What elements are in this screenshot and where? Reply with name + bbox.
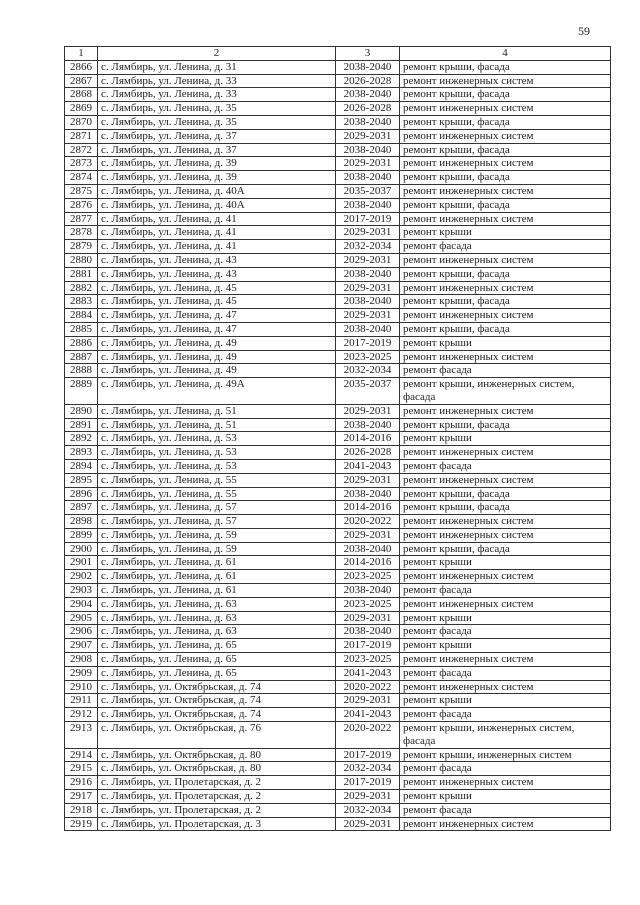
- row-work: ремонт крыши: [400, 639, 611, 653]
- table-row: [65, 542, 611, 556]
- row-years: 2023-2025: [336, 570, 400, 584]
- row-address: с. Лямбирь, ул. Ленина, д. 39: [98, 157, 336, 171]
- row-number: 2868: [65, 88, 98, 102]
- row-years: 2041-2043: [336, 708, 400, 722]
- row-work: ремонт инженерных систем: [400, 404, 611, 418]
- row-address: с. Лямбирь, ул. Ленина, д. 33: [98, 88, 336, 102]
- row-number: 2917: [65, 790, 98, 804]
- row-work: ремонт крыши, инженерных систем, фасада: [400, 378, 611, 405]
- row-years: 2029-2031: [336, 817, 400, 831]
- table-row: [65, 129, 611, 143]
- table-row: [65, 404, 611, 418]
- row-number: 2906: [65, 625, 98, 639]
- row-work: ремонт инженерных систем: [400, 515, 611, 529]
- row-work: ремонт крыши: [400, 226, 611, 240]
- row-years: 2038-2040: [336, 295, 400, 309]
- row-address: с. Лямбирь, ул. Пролетарская, д. 2: [98, 803, 336, 817]
- row-address: с. Лямбирь, ул. Ленина, д. 57: [98, 515, 336, 529]
- row-address: с. Лямбирь, ул. Ленина, д. 39: [98, 171, 336, 185]
- row-address: с. Лямбирь, ул. Октябрьская, д. 80: [98, 762, 336, 776]
- row-years: 2032-2034: [336, 240, 400, 254]
- row-address: с. Лямбирь, ул. Ленина, д. 43: [98, 253, 336, 267]
- table-row: [65, 74, 611, 88]
- table-row: [65, 473, 611, 487]
- row-address: с. Лямбирь, ул. Ленина, д. 61: [98, 570, 336, 584]
- row-work: ремонт крыши, фасада: [400, 542, 611, 556]
- table-row: [65, 722, 611, 749]
- table-row: [65, 143, 611, 157]
- row-number: 2911: [65, 694, 98, 708]
- row-number: 2898: [65, 515, 98, 529]
- row-work: ремонт крыши: [400, 432, 611, 446]
- row-work: ремонт крыши, фасада: [400, 88, 611, 102]
- row-address: с. Лямбирь, ул. Ленина, д. 59: [98, 528, 336, 542]
- row-number: 2905: [65, 611, 98, 625]
- row-work: ремонт крыши, фасада: [400, 171, 611, 185]
- row-number: 2902: [65, 570, 98, 584]
- row-number: 2910: [65, 680, 98, 694]
- row-years: 2038-2040: [336, 88, 400, 102]
- row-number: 2872: [65, 143, 98, 157]
- row-number: 2869: [65, 102, 98, 116]
- row-number: 2871: [65, 129, 98, 143]
- row-address: с. Лямбирь, ул. Ленина, д. 41: [98, 212, 336, 226]
- row-number: 2877: [65, 212, 98, 226]
- row-work: ремонт инженерных систем: [400, 350, 611, 364]
- row-years: 2017-2019: [336, 212, 400, 226]
- row-address: с. Лямбирь, ул. Ленина, д. 35: [98, 102, 336, 116]
- table-row: [65, 322, 611, 336]
- table-row: [65, 584, 611, 598]
- row-number: 2867: [65, 74, 98, 88]
- row-work: ремонт фасада: [400, 708, 611, 722]
- row-work: ремонт инженерных систем: [400, 680, 611, 694]
- row-address: с. Лямбирь, ул. Ленина, д. 53: [98, 459, 336, 473]
- row-number: 2904: [65, 597, 98, 611]
- table-row: [65, 597, 611, 611]
- row-address: с. Лямбирь, ул. Ленина, д. 37: [98, 129, 336, 143]
- row-address: с. Лямбирь, ул. Ленина, д. 65: [98, 639, 336, 653]
- table-row: [65, 184, 611, 198]
- table-row: [65, 556, 611, 570]
- row-work: ремонт крыши, фасада: [400, 295, 611, 309]
- row-work: ремонт фасада: [400, 459, 611, 473]
- row-work: ремонт инженерных систем: [400, 653, 611, 667]
- row-number: 2901: [65, 556, 98, 570]
- table-row: [65, 295, 611, 309]
- column-header-address: 2: [98, 47, 336, 61]
- row-address: с. Лямбирь, ул. Ленина, д. 35: [98, 115, 336, 129]
- row-address: с. Лямбирь, ул. Ленина, д. 61: [98, 556, 336, 570]
- table-row: [65, 267, 611, 281]
- row-work: ремонт инженерных систем: [400, 597, 611, 611]
- row-number: 2884: [65, 309, 98, 323]
- row-years: 2038-2040: [336, 418, 400, 432]
- row-address: с. Лямбирь, ул. Ленина, д. 53: [98, 446, 336, 460]
- row-address: с. Лямбирь, ул. Ленина, д. 47: [98, 322, 336, 336]
- row-number: 2903: [65, 584, 98, 598]
- row-number: 2886: [65, 336, 98, 350]
- row-years: 2038-2040: [336, 322, 400, 336]
- row-work: ремонт крыши: [400, 556, 611, 570]
- table-row: [65, 528, 611, 542]
- row-address: с. Лямбирь, ул. Октябрьская, д. 76: [98, 722, 336, 749]
- row-work: ремонт инженерных систем: [400, 473, 611, 487]
- page-number: 59: [578, 24, 590, 38]
- row-number: 2894: [65, 459, 98, 473]
- table-row: [65, 336, 611, 350]
- row-work: ремонт инженерных систем: [400, 309, 611, 323]
- row-work: ремонт крыши, фасада: [400, 60, 611, 74]
- row-years: 2041-2043: [336, 666, 400, 680]
- table-row: [65, 418, 611, 432]
- row-work: ремонт инженерных систем: [400, 570, 611, 584]
- row-number: 2895: [65, 473, 98, 487]
- row-address: с. Лямбирь, ул. Ленина, д. 49: [98, 364, 336, 378]
- row-years: 2023-2025: [336, 653, 400, 667]
- table-row: [65, 611, 611, 625]
- row-years: 2026-2028: [336, 446, 400, 460]
- table-row: [65, 446, 611, 460]
- row-years: 2026-2028: [336, 102, 400, 116]
- row-work: ремонт инженерных систем: [400, 817, 611, 831]
- row-address: с. Лямбирь, ул. Ленина, д. 53: [98, 432, 336, 446]
- row-number: 2909: [65, 666, 98, 680]
- row-address: с. Лямбирь, ул. Пролетарская, д. 3: [98, 817, 336, 831]
- row-number: 2873: [65, 157, 98, 171]
- row-number: 2918: [65, 803, 98, 817]
- row-number: 2874: [65, 171, 98, 185]
- row-address: с. Лямбирь, ул. Ленина, д. 31: [98, 60, 336, 74]
- row-work: ремонт инженерных систем: [400, 776, 611, 790]
- table-row: [65, 102, 611, 116]
- row-years: 2041-2043: [336, 459, 400, 473]
- row-number: 2870: [65, 115, 98, 129]
- row-number: 2878: [65, 226, 98, 240]
- row-number: 2914: [65, 748, 98, 762]
- row-work: ремонт фасада: [400, 625, 611, 639]
- row-years: 2038-2040: [336, 143, 400, 157]
- table-row: [65, 708, 611, 722]
- row-work: ремонт крыши, фасада: [400, 322, 611, 336]
- row-address: с. Лямбирь, ул. Ленина, д. 57: [98, 501, 336, 515]
- row-work: ремонт крыши, фасада: [400, 143, 611, 157]
- row-years: 2029-2031: [336, 611, 400, 625]
- row-years: 2014-2016: [336, 432, 400, 446]
- row-number: 2883: [65, 295, 98, 309]
- row-address: с. Лямбирь, ул. Пролетарская, д. 2: [98, 790, 336, 804]
- row-years: 2032-2034: [336, 762, 400, 776]
- table-row: [65, 803, 611, 817]
- row-work: ремонт фасада: [400, 762, 611, 776]
- table-row: [65, 639, 611, 653]
- table-row: [65, 515, 611, 529]
- row-address: с. Лямбирь, ул. Ленина, д. 43: [98, 267, 336, 281]
- repair-schedule-table: [64, 46, 611, 831]
- row-years: 2038-2040: [336, 542, 400, 556]
- row-work: ремонт крыши, инженерных систем: [400, 748, 611, 762]
- row-number: 2912: [65, 708, 98, 722]
- row-years: 2029-2031: [336, 473, 400, 487]
- table-row: [65, 666, 611, 680]
- row-years: 2020-2022: [336, 515, 400, 529]
- row-number: 2915: [65, 762, 98, 776]
- table-row: [65, 378, 611, 405]
- row-years: 2029-2031: [336, 129, 400, 143]
- row-work: ремонт фасада: [400, 240, 611, 254]
- table-row: [65, 570, 611, 584]
- table-row: [65, 309, 611, 323]
- row-work: ремонт инженерных систем: [400, 129, 611, 143]
- row-work: ремонт крыши, фасада: [400, 267, 611, 281]
- row-work: ремонт фасада: [400, 584, 611, 598]
- row-years: 2038-2040: [336, 60, 400, 74]
- row-address: с. Лямбирь, ул. Пролетарская, д. 2: [98, 776, 336, 790]
- table-row: [65, 459, 611, 473]
- row-number: 2913: [65, 722, 98, 749]
- row-years: 2029-2031: [336, 157, 400, 171]
- table-row: [65, 226, 611, 240]
- row-address: с. Лямбирь, ул. Ленина, д. 51: [98, 418, 336, 432]
- row-years: 2038-2040: [336, 584, 400, 598]
- row-work: ремонт крыши: [400, 790, 611, 804]
- row-years: 2035-2037: [336, 378, 400, 405]
- row-years: 2035-2037: [336, 184, 400, 198]
- table-row: [65, 762, 611, 776]
- row-number: 2891: [65, 418, 98, 432]
- row-work: ремонт фасада: [400, 364, 611, 378]
- table-header-row: [65, 47, 611, 61]
- table-row: [65, 680, 611, 694]
- row-work: ремонт инженерных систем: [400, 281, 611, 295]
- row-work: ремонт крыши: [400, 694, 611, 708]
- row-years: 2017-2019: [336, 639, 400, 653]
- row-address: с. Лямбирь, ул. Ленина, д. 41: [98, 226, 336, 240]
- row-work: ремонт инженерных систем: [400, 184, 611, 198]
- row-work: ремонт инженерных систем: [400, 74, 611, 88]
- row-work: ремонт инженерных систем: [400, 446, 611, 460]
- row-years: 2029-2031: [336, 528, 400, 542]
- table-row: [65, 253, 611, 267]
- row-address: с. Лямбирь, ул. Ленина, д. 63: [98, 597, 336, 611]
- row-address: с. Лямбирь, ул. Ленина, д. 45: [98, 281, 336, 295]
- row-years: 2014-2016: [336, 556, 400, 570]
- row-number: 2888: [65, 364, 98, 378]
- row-work: ремонт крыши, фасада: [400, 487, 611, 501]
- row-address: с. Лямбирь, ул. Ленина, д. 55: [98, 473, 336, 487]
- table-row: [65, 60, 611, 74]
- table-row: [65, 432, 611, 446]
- row-address: с. Лямбирь, ул. Октябрьская, д. 74: [98, 694, 336, 708]
- row-number: 2907: [65, 639, 98, 653]
- row-address: с. Лямбирь, ул. Ленина, д. 55: [98, 487, 336, 501]
- table-row: [65, 157, 611, 171]
- row-address: с. Лямбирь, ул. Ленина, д. 41: [98, 240, 336, 254]
- table-row: [65, 364, 611, 378]
- table-row: [65, 198, 611, 212]
- row-years: 2029-2031: [336, 253, 400, 267]
- table-row: [65, 625, 611, 639]
- row-number: 2889: [65, 378, 98, 405]
- row-work: ремонт крыши, фасада: [400, 501, 611, 515]
- row-years: 2029-2031: [336, 404, 400, 418]
- row-address: с. Лямбирь, ул. Октябрьская, д. 74: [98, 680, 336, 694]
- row-number: 2896: [65, 487, 98, 501]
- row-number: 2875: [65, 184, 98, 198]
- table-row: [65, 776, 611, 790]
- row-address: с. Лямбирь, ул. Ленина, д. 37: [98, 143, 336, 157]
- row-number: 2882: [65, 281, 98, 295]
- row-years: 2029-2031: [336, 309, 400, 323]
- row-number: 2866: [65, 60, 98, 74]
- row-work: ремонт крыши, фасада: [400, 198, 611, 212]
- table-row: [65, 88, 611, 102]
- table-row: [65, 212, 611, 226]
- row-years: 2023-2025: [336, 350, 400, 364]
- table-row: [65, 350, 611, 364]
- row-years: 2029-2031: [336, 694, 400, 708]
- row-years: 2020-2022: [336, 680, 400, 694]
- row-work: ремонт крыши, инженерных систем, фасада: [400, 722, 611, 749]
- row-work: ремонт инженерных систем: [400, 102, 611, 116]
- row-years: 2038-2040: [336, 625, 400, 639]
- row-number: 2892: [65, 432, 98, 446]
- column-header-years: 3: [336, 47, 400, 61]
- row-years: 2029-2031: [336, 790, 400, 804]
- row-address: с. Лямбирь, ул. Ленина, д. 49: [98, 350, 336, 364]
- row-years: 2026-2028: [336, 74, 400, 88]
- row-years: 2017-2019: [336, 776, 400, 790]
- row-number: 2899: [65, 528, 98, 542]
- row-address: с. Лямбирь, ул. Ленина, д. 40А: [98, 184, 336, 198]
- row-number: 2885: [65, 322, 98, 336]
- row-address: с. Лямбирь, ул. Ленина, д. 61: [98, 584, 336, 598]
- row-work: ремонт инженерных систем: [400, 253, 611, 267]
- table-row: [65, 171, 611, 185]
- column-header-number: 1: [65, 47, 98, 61]
- row-address: с. Лямбирь, ул. Ленина, д. 49А: [98, 378, 336, 405]
- row-number: 2876: [65, 198, 98, 212]
- row-work: ремонт инженерных систем: [400, 157, 611, 171]
- row-years: 2029-2031: [336, 226, 400, 240]
- row-years: 2038-2040: [336, 487, 400, 501]
- row-number: 2897: [65, 501, 98, 515]
- row-years: 2029-2031: [336, 281, 400, 295]
- row-work: ремонт крыши: [400, 336, 611, 350]
- row-years: 2032-2034: [336, 364, 400, 378]
- row-years: 2038-2040: [336, 267, 400, 281]
- table-row: [65, 748, 611, 762]
- row-address: с. Лямбирь, ул. Ленина, д. 59: [98, 542, 336, 556]
- table-row: [65, 817, 611, 831]
- row-address: с. Лямбирь, ул. Ленина, д. 33: [98, 74, 336, 88]
- row-number: 2880: [65, 253, 98, 267]
- row-years: 2017-2019: [336, 336, 400, 350]
- row-years: 2038-2040: [336, 171, 400, 185]
- row-address: с. Лямбирь, ул. Ленина, д. 45: [98, 295, 336, 309]
- row-address: с. Лямбирь, ул. Ленина, д. 40А: [98, 198, 336, 212]
- row-number: 2890: [65, 404, 98, 418]
- row-years: 2038-2040: [336, 198, 400, 212]
- row-work: ремонт крыши, фасада: [400, 115, 611, 129]
- row-years: 2017-2019: [336, 748, 400, 762]
- row-number: 2919: [65, 817, 98, 831]
- row-number: 2879: [65, 240, 98, 254]
- table-row: [65, 240, 611, 254]
- row-address: с. Лямбирь, ул. Октябрьская, д. 74: [98, 708, 336, 722]
- table-row: [65, 115, 611, 129]
- row-address: с. Лямбирь, ул. Октябрьская, д. 80: [98, 748, 336, 762]
- row-work: ремонт крыши, фасада: [400, 418, 611, 432]
- row-address: с. Лямбирь, ул. Ленина, д. 49: [98, 336, 336, 350]
- table-row: [65, 790, 611, 804]
- row-address: с. Лямбирь, ул. Ленина, д. 63: [98, 611, 336, 625]
- row-years: 2032-2034: [336, 803, 400, 817]
- row-number: 2887: [65, 350, 98, 364]
- table-body: [65, 60, 611, 831]
- row-number: 2900: [65, 542, 98, 556]
- row-work: ремонт инженерных систем: [400, 212, 611, 226]
- row-years: 2020-2022: [336, 722, 400, 749]
- row-number: 2916: [65, 776, 98, 790]
- row-number: 2893: [65, 446, 98, 460]
- row-work: ремонт фасада: [400, 666, 611, 680]
- row-address: с. Лямбирь, ул. Ленина, д. 51: [98, 404, 336, 418]
- table-row: [65, 653, 611, 667]
- row-years: 2038-2040: [336, 115, 400, 129]
- row-years: 2023-2025: [336, 597, 400, 611]
- row-work: ремонт фасада: [400, 803, 611, 817]
- row-number: 2881: [65, 267, 98, 281]
- row-years: 2014-2016: [336, 501, 400, 515]
- row-address: с. Лямбирь, ул. Ленина, д. 63: [98, 625, 336, 639]
- row-address: с. Лямбирь, ул. Ленина, д. 65: [98, 653, 336, 667]
- table-row: [65, 281, 611, 295]
- row-number: 2908: [65, 653, 98, 667]
- row-work: ремонт крыши: [400, 611, 611, 625]
- table-row: [65, 487, 611, 501]
- column-header-work: 4: [400, 47, 611, 61]
- row-work: ремонт инженерных систем: [400, 528, 611, 542]
- row-address: с. Лямбирь, ул. Ленина, д. 47: [98, 309, 336, 323]
- table-row: [65, 694, 611, 708]
- table-row: [65, 501, 611, 515]
- row-address: с. Лямбирь, ул. Ленина, д. 65: [98, 666, 336, 680]
